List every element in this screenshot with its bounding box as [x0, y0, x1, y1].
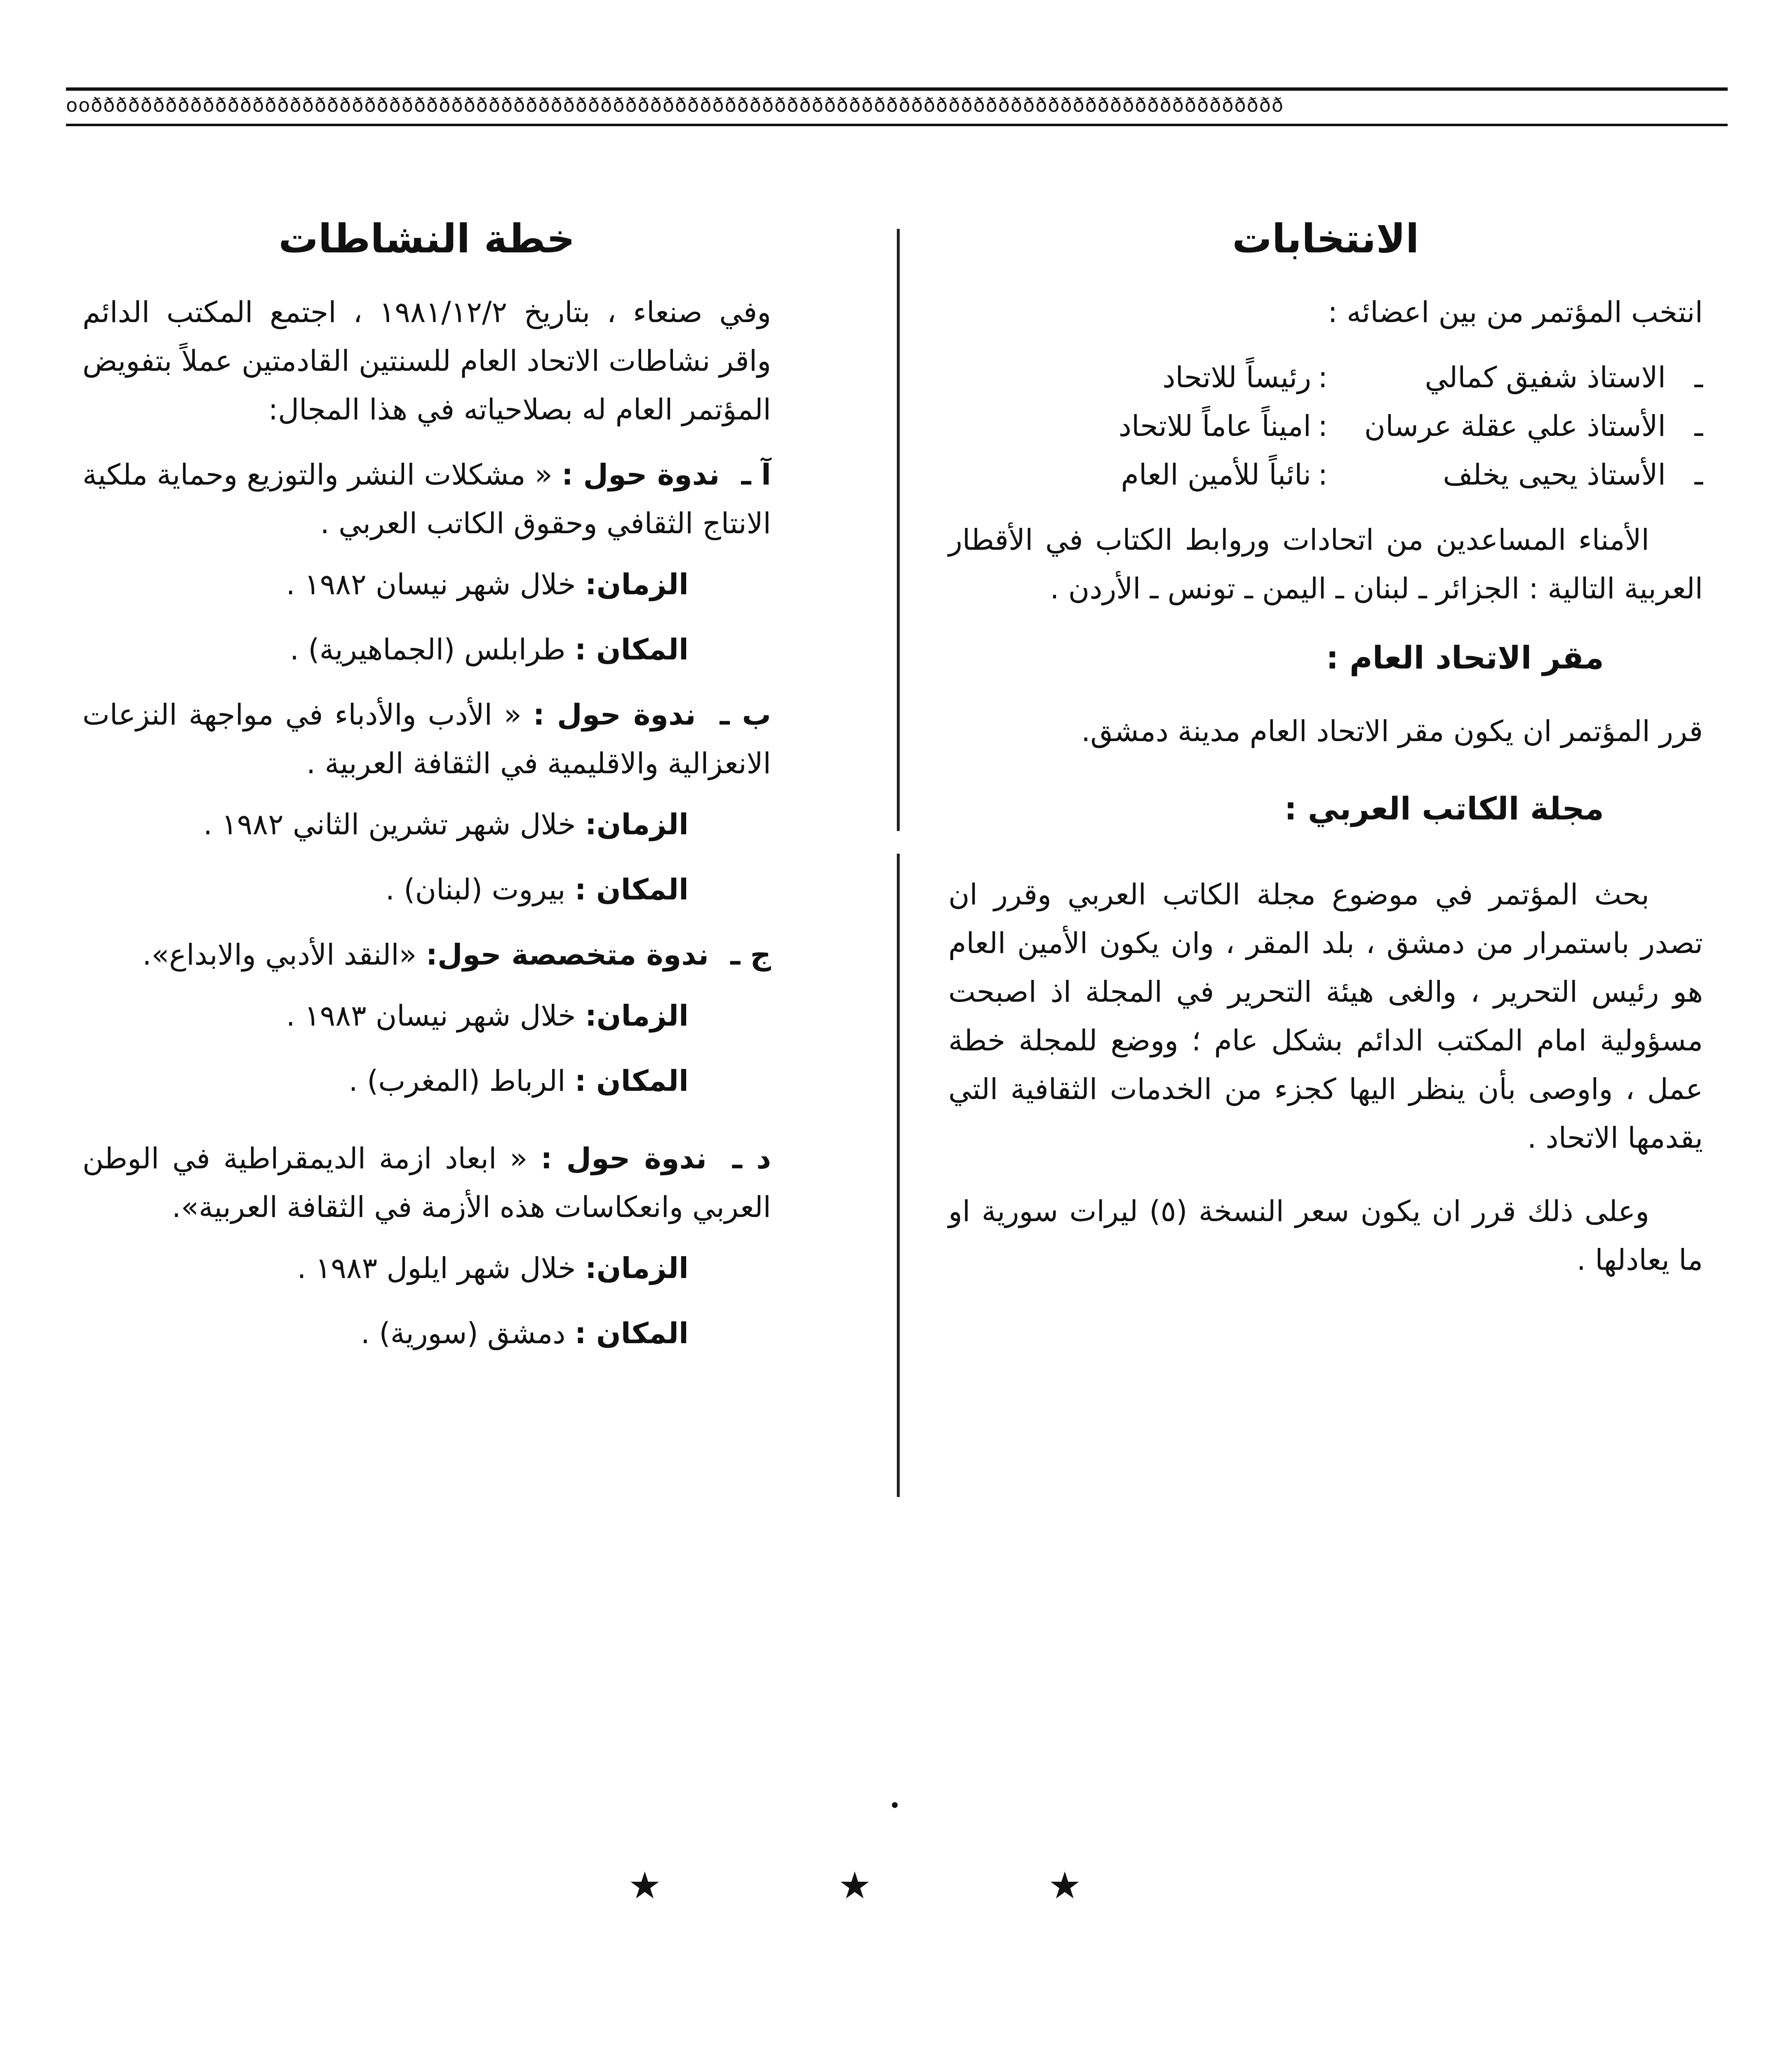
member-name: الاستاذ شفيق كمالي [1425, 360, 1666, 394]
elections-column [948, 214, 1703, 1301]
activities-column [82, 214, 771, 1374]
magazine-heading: مجلة الكاتب العربي : [1284, 790, 1604, 827]
member-role: اميناً عاماً للاتحاد [1118, 409, 1311, 443]
activity-kind: ندوة حول : [541, 1142, 707, 1175]
ornament-border: ooðððððððððððððððððððððððððððððððððððððððððððððððððððððððððððððððððððððððððððððððððððððððððððððððð [66, 94, 1284, 116]
place-label: المكان : [574, 1064, 689, 1098]
time-label: الزمان: [585, 567, 689, 601]
member-row [948, 450, 1703, 499]
activity-letter: ج ـ [730, 938, 771, 972]
assistants-paragraph: الأمناء المساعدين من اتحادات وروابط الكتاب في الأقطار العربية التالية : الجزائر ـ لبنان ـ اليمن ـ تونس ـ الأردن . [948, 523, 1703, 605]
activity-time [82, 1244, 771, 1292]
place-label: المكان : [574, 1316, 689, 1350]
activities-heading: خطة النشاطات [278, 216, 575, 262]
activity-topic: « ابعاد ازمة الديمقراطية في الوطن العربي وانعكاسات هذه الأزمة في الثقافة العربية». [82, 1142, 771, 1224]
price-paragraph: وعلى ذلك قرر ان يكون سعر النسخة (٥) ليرات سورية او ما يعادلها . [948, 1194, 1703, 1277]
activities-intro: وفي صنعاء ، بتاريخ ١٩٨١/١٢/٢ ، اجتمع المكتب الدائم واقر نشاطات الاتحاد العام للسنتين القادمتين عملاً بتفويض المؤتمر العام له بصلاحياته في هذا المجال: [82, 295, 771, 426]
activity-letter: آ ـ [741, 458, 771, 492]
section-stars: ★ ★ ★ [628, 1864, 1164, 1907]
activity-item [82, 1134, 771, 1231]
time-value: خلال شهر تشرين الثاني ١٩٨٢ . [203, 807, 576, 841]
member-colon: : [1318, 409, 1328, 443]
top-rule-upper [66, 87, 1728, 91]
column-divider-upper [897, 229, 900, 831]
stray-dot [892, 1802, 898, 1808]
magazine-paragraph: بحث المؤتمر في موضوع مجلة الكاتب العربي وقرر ان تصدر باستمرار من دمشق ، بلد المقر ، وان يكون الأمين العام هو رئيس التحرير ، والغى هيئة التحرير في المجلة اذ اصبحت مسؤولية امام المكتب الدائم بشكل عام ؛ ووضع للمجلة خطة عمل ، واوصى بأن ينظر اليها كجزء من الخدمات الثقافية التي يقدمها الاتحاد . [948, 878, 1703, 1155]
time-label: الزمان: [585, 1251, 689, 1285]
activity-time [82, 560, 771, 609]
activity-item [82, 450, 771, 548]
member-name: الأستاذ علي عقلة عرسان [1364, 409, 1666, 443]
hq-paragraph: قرر المؤتمر ان يكون مقر الاتحاد العام مدينة دمشق. [1081, 714, 1703, 748]
members-list [948, 353, 1703, 499]
activity-place [82, 1309, 771, 1358]
member-name: الأستاذ يحيى يخلف [1443, 458, 1666, 492]
activity-item [82, 690, 771, 788]
place-value: بيروت (لبنان) . [385, 873, 566, 906]
member-dash: ـ [1694, 360, 1703, 394]
elections-heading: الانتخابات [1232, 216, 1419, 262]
place-label: المكان : [574, 873, 689, 906]
hq-heading: مقر الاتحاد العام : [1326, 639, 1604, 676]
member-colon: : [1318, 458, 1328, 492]
top-rule-lower [66, 124, 1728, 126]
member-dash: ـ [1694, 409, 1703, 443]
member-role: رئيساً للاتحاد [1162, 360, 1311, 394]
time-value: خلال شهر ايلول ١٩٨٣ . [297, 1251, 576, 1285]
place-value: دمشق (سورية) . [360, 1316, 566, 1350]
activity-topic: « الأدب والأدباء في مواجهة النزعات الانعزالية والاقليمية في الثقافة العربية . [82, 698, 771, 780]
activity-kind: ندوة متخصصة حول: [426, 938, 709, 972]
member-row [948, 402, 1703, 450]
column-divider-lower [897, 854, 900, 1497]
activity-topic: « مشكلات النشر والتوزيع وحماية ملكية الانتاج الثقافي وحقوق الكاتب العربي . [82, 458, 771, 540]
activity-letter: ب ـ [720, 698, 771, 732]
activity-kind: ندوة حول : [561, 458, 720, 492]
activity-place [82, 1057, 771, 1105]
elections-intro: انتخب المؤتمر من بين اعضائه : [1328, 295, 1703, 329]
activity-item [82, 930, 771, 979]
place-value: الرباط (المغرب) . [348, 1064, 566, 1098]
activity-place [82, 625, 771, 674]
time-label: الزمان: [585, 999, 689, 1033]
time-label: الزمان: [585, 807, 689, 841]
place-label: المكان : [574, 633, 689, 666]
activity-time [82, 991, 771, 1040]
activity-time [82, 800, 771, 849]
member-colon: : [1318, 360, 1328, 394]
member-dash: ـ [1694, 458, 1703, 492]
activity-kind: ندوة حول : [533, 698, 696, 732]
activity-topic: «النقد الأدبي والابداع». [142, 938, 417, 972]
time-value: خلال شهر نيسان ١٩٨٢ . [286, 567, 576, 601]
activity-place [82, 865, 771, 914]
place-value: طرابلس (الجماهيرية) . [289, 633, 566, 666]
time-value: خلال شهر نيسان ١٩٨٣ . [286, 999, 576, 1033]
activity-letter: د ـ [732, 1142, 771, 1175]
member-role: نائباً للأمين العام [1121, 458, 1311, 492]
member-row [948, 353, 1703, 402]
